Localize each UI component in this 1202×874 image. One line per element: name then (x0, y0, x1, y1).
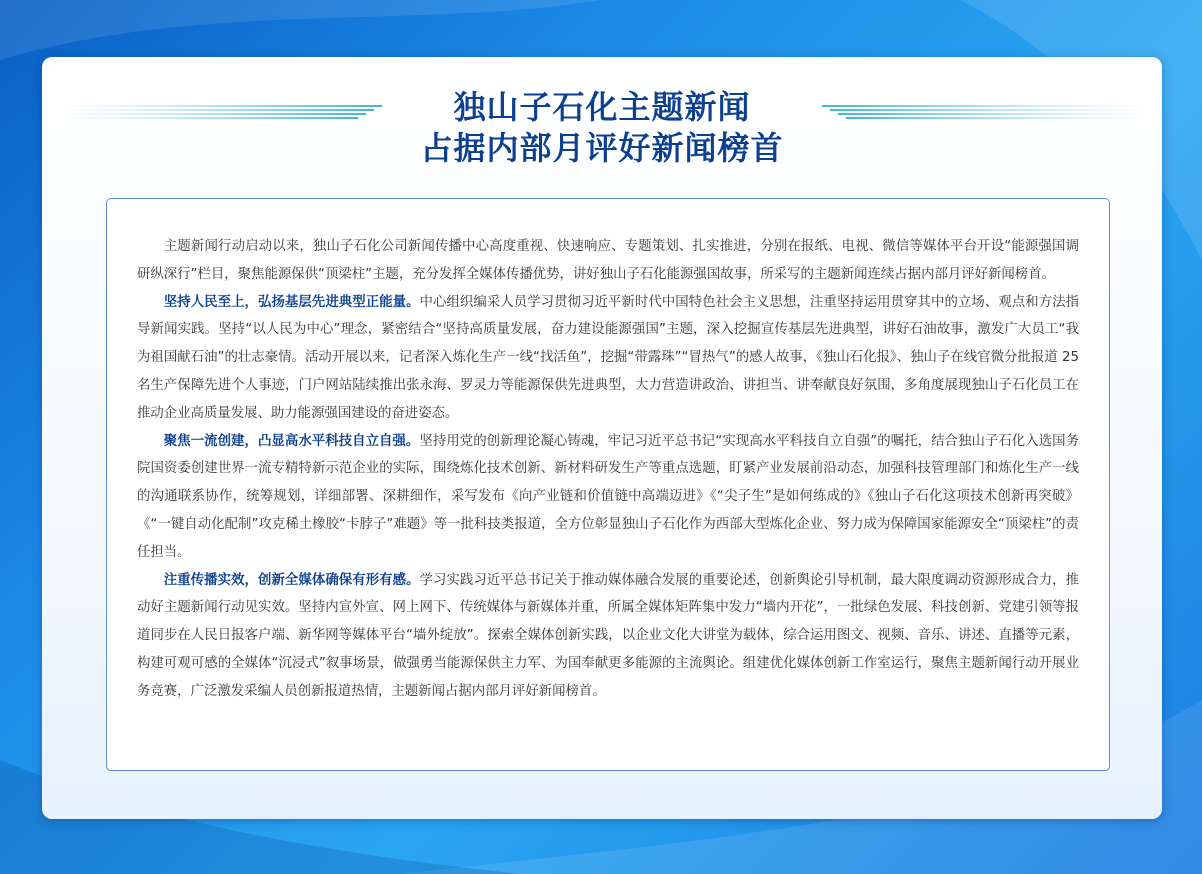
paragraph-people (137, 289, 1079, 428)
paragraph-media (137, 567, 1079, 706)
paragraph-technology (137, 428, 1079, 567)
paragraph-media-lead: 注重传播实效，创新全媒体确保有形有感。 (163, 572, 420, 588)
title-line-1: 独山子石化主题新闻 (453, 88, 751, 126)
paragraph-technology-lead: 聚焦一流创建，凸显高水平科技自立自强。 (163, 433, 420, 449)
article-box (106, 198, 1110, 771)
paragraph-people-lead: 坚持人民至上，弘扬基层先进典型正能量。 (163, 294, 420, 310)
paragraph-technology-text: 坚持用党的创新理论凝心铸魂，牢记习近平总书记“实现高水平科技自立自强”的嘱托，结合独山子石化入选国务院国资委创建世界一流专精特新示范企业的实际，围绕炼化技术创新、新材料研发生产等重点选题，盯紧产业发展前沿动态，加强科技管理部门和炼化生产一线的沟通联系协作，统筹规划，详细部署、深耕细作，采写发布《向产业链和价值链中高端迈进》《“尖子生”是如何练成的》《独山子石化这项技术创新再突破》《“一键自动化配制”攻克稀土橡胶“卡脖子”难题》等一批科技类报道，全方位彰显独山子石化作为西部大型炼化企业、努力成为保障国家能源安全“顶梁柱”的责任担当。 (137, 433, 1080, 560)
page-title (42, 87, 1162, 169)
content-panel (42, 57, 1162, 819)
article-body (137, 233, 1079, 706)
paragraph-media-text: 学习实践习近平总书记关于推动媒体融合发展的重要论述，创新舆论引导机制，最大限度调动资源形成合力，推动好主题新闻行动见实效。坚持内宣外宣、网上网下、传统媒体与新媒体并重，所属全媒体矩阵集中发力“墙内开花”，一批绿色发展、科技创新、党建引领等报道同步在人民日报客户端、新华网等媒体平台“墙外绽放”。探索全媒体创新实践，以企业文化大讲堂为载体，综合运用图文、视频、音乐、讲述、直播等元素，构建可观可感的全媒体“沉浸式”叙事场景，做强勇当能源保供主力军、为国奉献更多能源的主流舆论。组建优化媒体创新工作室运行，聚焦主题新闻行动开展业务竞赛，广泛激发采编人员创新报道热情，主题新闻占据内部月评好新闻榜首。 (137, 572, 1080, 699)
title-line-2: 占据内部月评好新闻榜首 (420, 129, 784, 167)
paragraph-intro-text: 主题新闻行动启动以来，独山子石化公司新闻传播中心高度重视、快速响应、专题策划、扎实推进，分别在报纸、电视、微信等媒体平台开设“能源强国调研纵深行”栏目，聚焦能源保供“顶梁柱”主题，充分发挥全媒体传播优势，讲好独山子石化能源强国故事，所采写的主题新闻连续占据内部月评好新闻榜首。 (137, 239, 1079, 282)
paragraph-intro (137, 233, 1079, 289)
paragraph-people-text: 中心组织编采人员学习贯彻习近平新时代中国特色社会主义思想，注重坚持运用贯穿其中的立场、观点和方法指导新闻实践。坚持“以人民为中心”理念，紧密结合“坚持高质量发展，奋力建设能源强国”主题，深入挖掘宣传基层先进典型，讲好石油故事，激发广大员工“我为祖国献石油”的壮志豪情。活动开展以来，记者深入炼化生产一线“找活鱼”，挖掘“带露珠”“冒热气”的感人故事，《独山石化报》、独山子在线官微分批报道 25 名生产保障先进个人事迹，门户网站陆续推出张永海、罗灵力等能源保供先进典型，大力营造讲政治、讲担当、讲奉献良好氛围，多角度展现独山子石化员工在推动企业高质量发展、助力能源强国建设的奋进姿态。 (137, 294, 1080, 421)
